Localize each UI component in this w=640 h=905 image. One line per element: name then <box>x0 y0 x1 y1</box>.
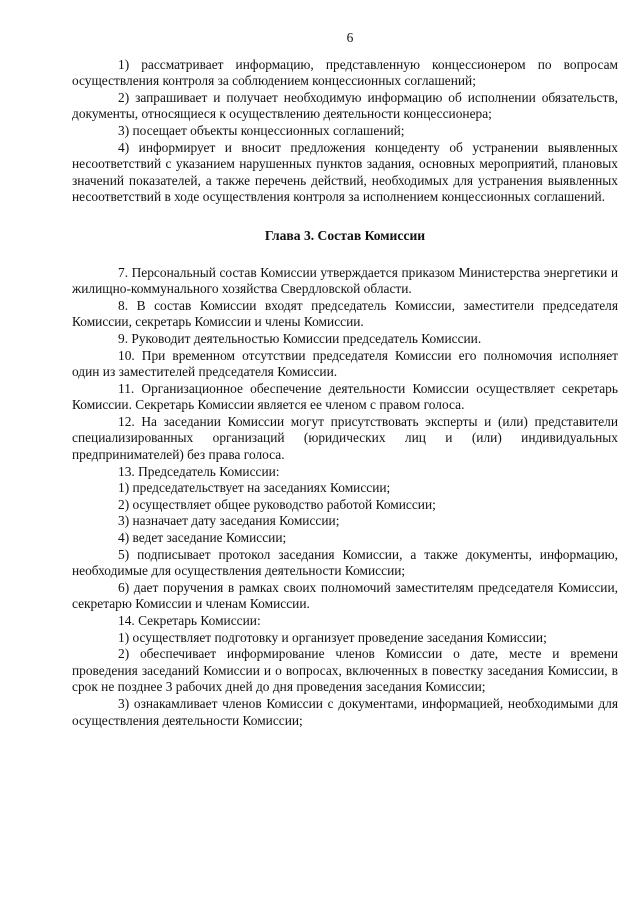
paragraph: 3) назначает дату заседания Комиссии; <box>118 513 340 529</box>
paragraph: 13. Председатель Комиссии: <box>118 463 280 479</box>
paragraph: 1) рассматривает информацию, представленную концессионером по вопросам осуществления контроля за соблюдением концессионных соглашений; <box>72 56 618 89</box>
paragraph: 5) подписывает протокол заседания Комиссии, а также документы, информацию, необходимые для осуществления деятельности Комиссии; <box>72 546 618 579</box>
chapter-title: Глава 3. Состав Комиссии <box>264 227 426 243</box>
paragraph: 10. При временном отсутствии председателя Комиссии его полномочия исполняет один из заместителей председателя Комиссии. <box>72 347 618 380</box>
paragraph: 1) осуществляет подготовку и организует проведение заседания Комиссии; <box>118 629 547 645</box>
powers-list <box>72 57 618 206</box>
paragraph: 14. Секретарь Комиссии: <box>118 613 261 628</box>
paragraph: 4) ведет заседание Комиссии; <box>118 530 287 546</box>
paragraph: 8. В состав Комиссии входят председатель Комиссии, заместители председателя Комиссии, секретарь Комиссии и члены Комиссии. <box>72 297 618 330</box>
paragraph: 2) осуществляет общее руководство работой Комиссии; <box>118 496 436 512</box>
paragraph: 6) дает поручения в рамках своих полномочий заместителям председателя Комиссии, секретарю Комиссии и членам Комиссии. <box>72 579 618 612</box>
paragraph: 3) ознакамливает членов Комиссии с документами, информацией, необходимыми для осуществления деятельности Комиссии; <box>72 695 618 728</box>
paragraph: 4) информирует и вносит предложения концеденту об устранении выявленных несоответствий с указанием нарушенных пунктов задания, основных мероприятий, плановых значений показателей, а также перечень действий, необходимых для устранения выявленных несоответствий в ходе осуществления контроля за исполнением концессионных соглашений. <box>72 139 618 205</box>
paragraph: 12. На заседании Комиссии могут присутствовать эксперты и (или) представители специализированных организаций (юридических лиц и (или) индивидуальных предпринимателей) без права голоса. <box>72 413 618 463</box>
paragraph: 2) запрашивает и получает необходимую информацию об исполнении обязательств, документы, относящиеся к осуществлению деятельности концессионера; <box>72 89 618 122</box>
paragraph: 2) обеспечивает информирование членов Комиссии о дате, месте и времени проведения заседаний Комиссии и о вопросах, включенных в повестку заседания Комиссии, в срок не позднее 3 рабочих дней до дня проведения заседания Комиссии; <box>72 646 618 695</box>
paragraph: 11. Организационное обеспечение деятельности Комиссии осуществляет секретарь Комиссии. Секретарь Комиссии является ее членом с правом голоса. <box>72 380 618 413</box>
paragraph: 7. Персональный состав Комиссии утверждается приказом Министерства энергетики и жилищно-коммунального хозяйства Свердловской области. <box>72 264 618 297</box>
paragraph: 9. Руководит деятельностью Комиссии председатель Комиссии. <box>118 330 482 346</box>
paragraph: 3) посещает объекты концессионных соглашений; <box>118 122 405 138</box>
commission-composition <box>72 265 618 730</box>
page-number: 6 <box>346 30 354 45</box>
paragraph: 1) председательствует на заседаниях Комиссии; <box>118 480 391 496</box>
